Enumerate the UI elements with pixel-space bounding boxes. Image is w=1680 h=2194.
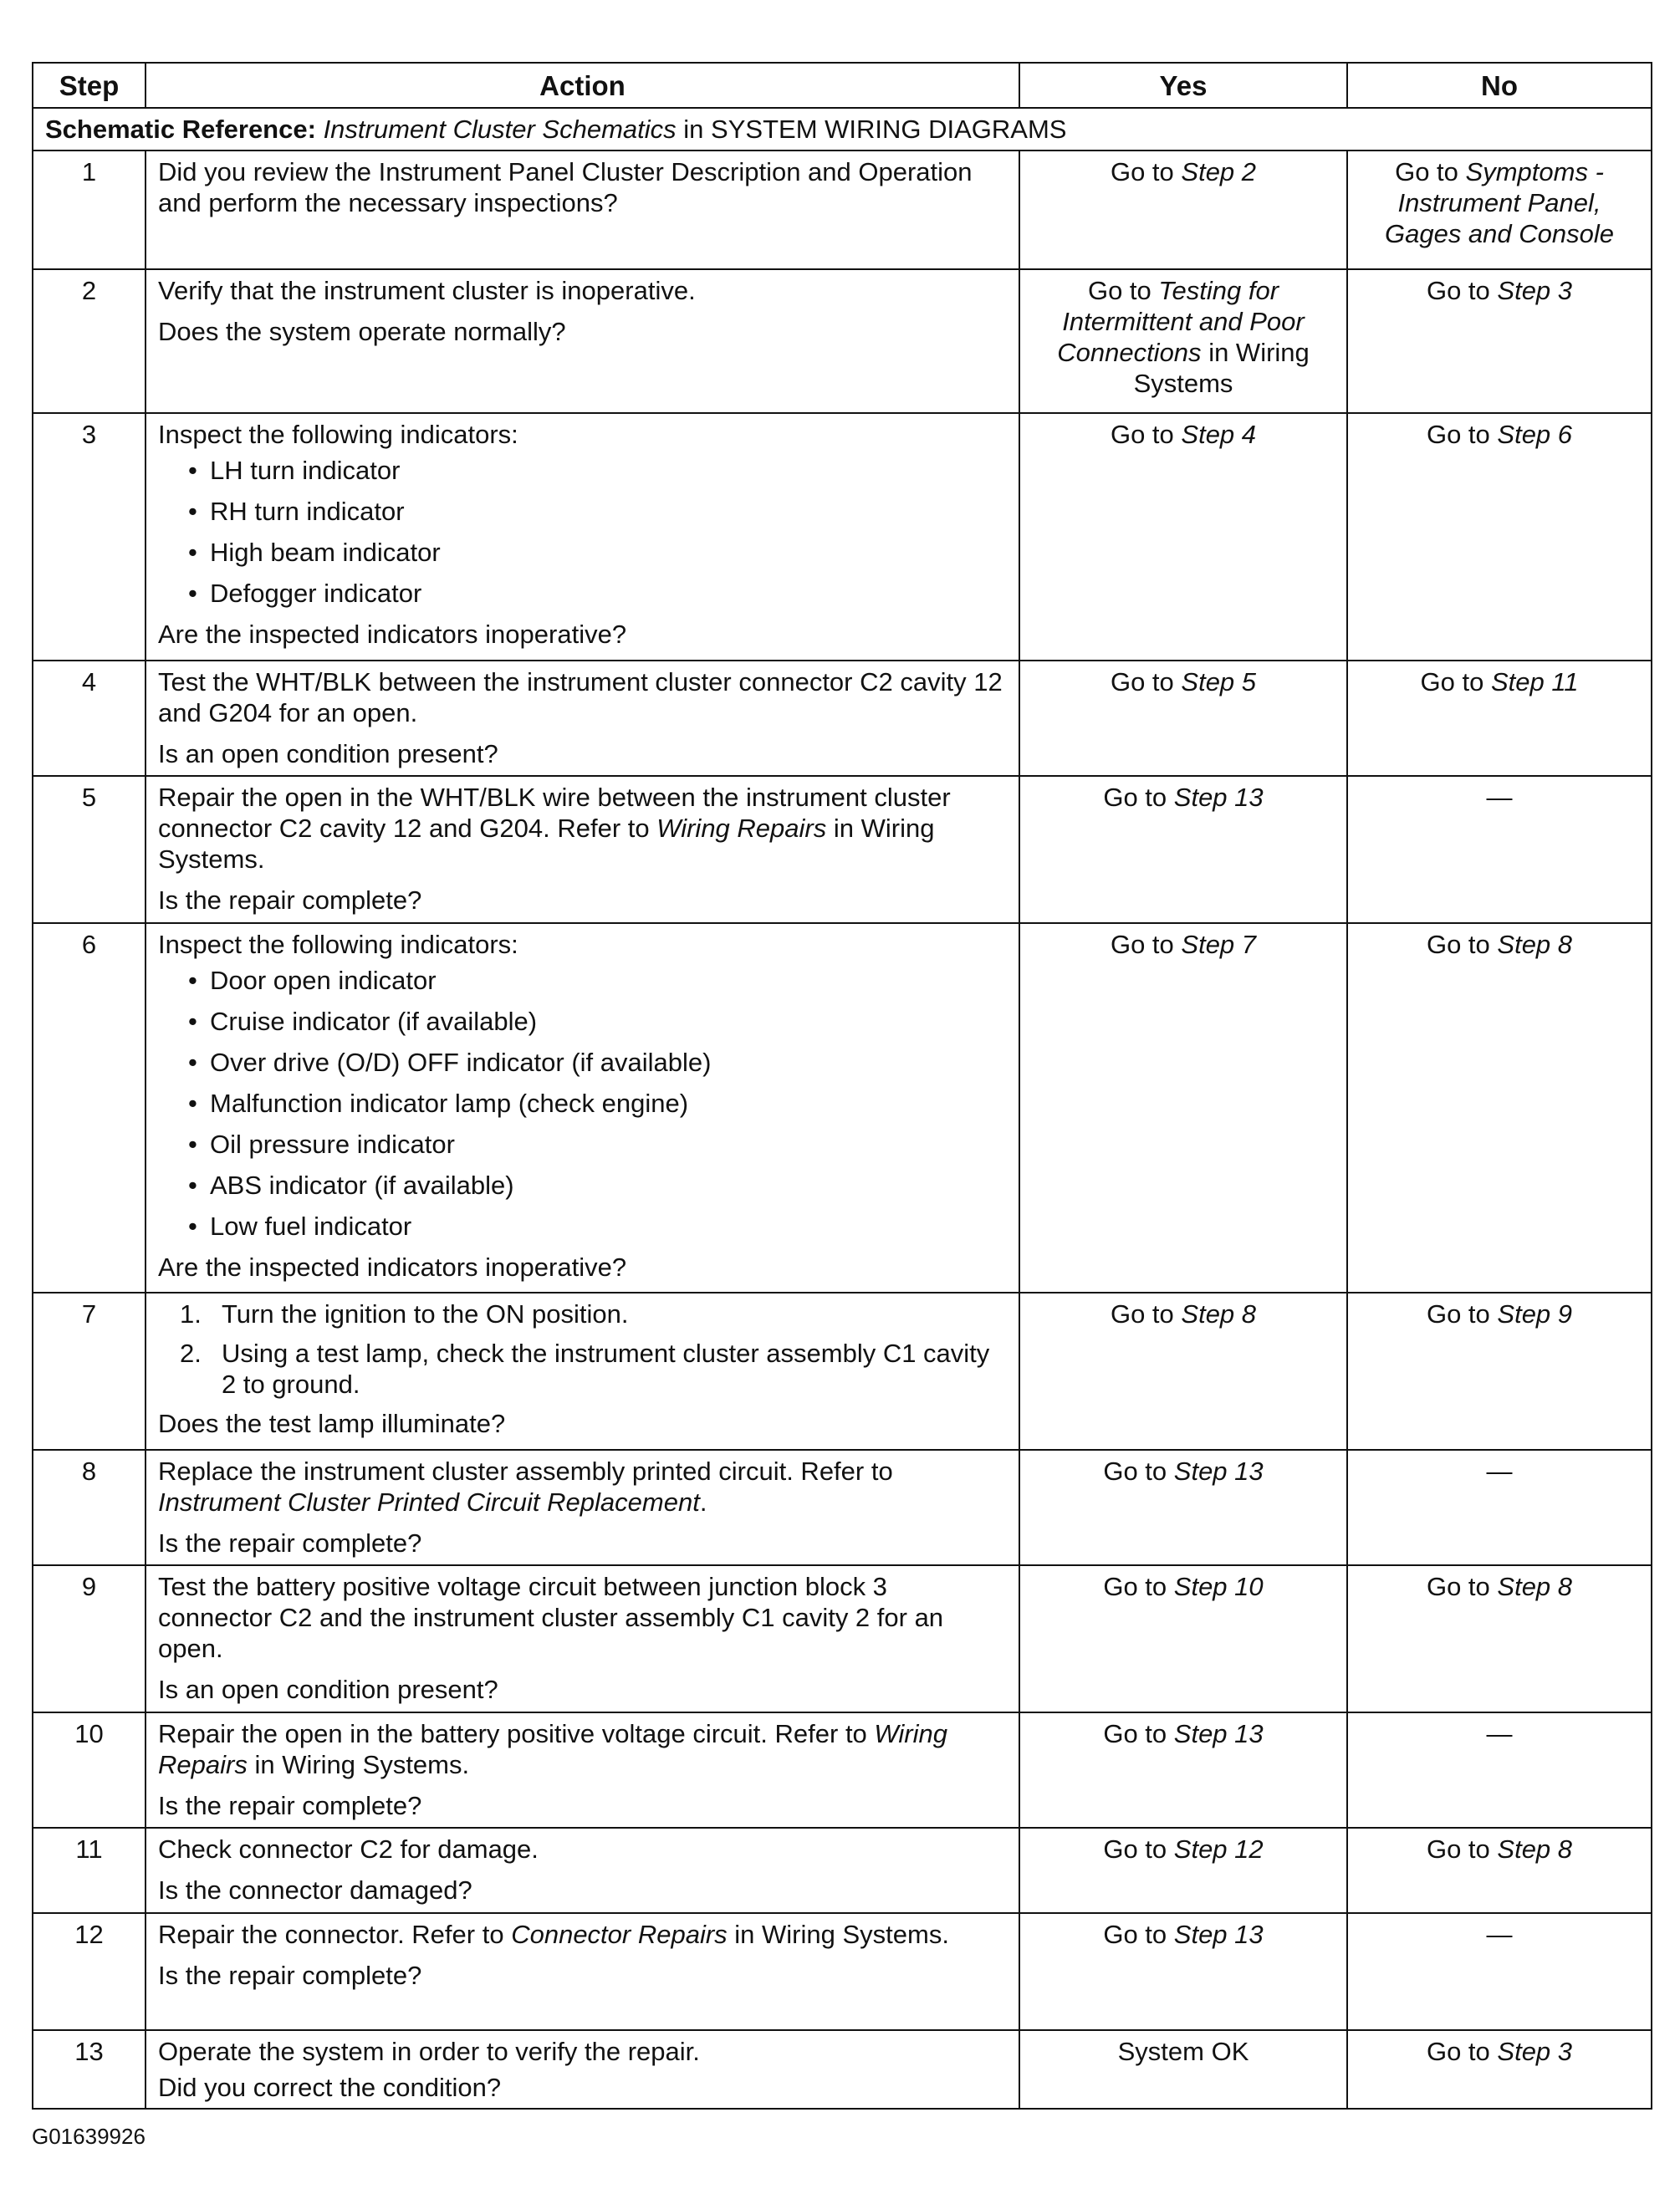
action-text: Test the WHT/BLK between the instrument cluster connector C2 cavity 12 and G204 for an open. — [158, 667, 1003, 727]
action-question: Is the repair complete? — [158, 1961, 422, 1990]
no-cell — [1347, 1565, 1652, 1712]
action-doc-ref: Instrument Cluster Printed Circuit Replacement — [158, 1487, 700, 1517]
yes-cell — [1019, 923, 1347, 1293]
no-step-ref: Step 8 — [1497, 1834, 1573, 1864]
no-step-ref: Step 3 — [1497, 2037, 1573, 2066]
yes-prefix: Go to — [1110, 157, 1174, 186]
no-prefix: Go to — [1395, 157, 1458, 186]
action-text-lead: Repair the connector. Refer to — [158, 1920, 504, 1949]
procedure-number: 2. — [180, 1339, 202, 1368]
action-question: Did you correct the condition? — [158, 2073, 502, 2102]
action-text-lead: Replace the instrument cluster assembly printed circuit. Refer to — [158, 1457, 893, 1486]
schematic-reference-section: SYSTEM WIRING DIAGRAMS — [711, 115, 1067, 144]
procedure-text: Using a test lamp, check the instrument cluster assembly C1 cavity 2 to ground. — [222, 1339, 990, 1399]
action-question: Is the connector damaged? — [158, 1875, 472, 1905]
action-question: Is the repair complete? — [158, 1791, 422, 1820]
step-column-header: Step — [33, 63, 146, 108]
action-text — [158, 1718, 1007, 1780]
action-question: Does the system operate normally? — [158, 317, 566, 346]
no-step-ref: Step 3 — [1497, 276, 1573, 305]
step-number: 9 — [33, 1565, 146, 1712]
action-text: Inspect the following indicators: — [158, 420, 518, 449]
no-cell — [1347, 1450, 1652, 1565]
no-cell — [1347, 2030, 1652, 2109]
no-doc-ref: Symptoms - Instrument Panel, Gages and Console — [1384, 157, 1615, 248]
yes-step-ref: Step 13 — [1173, 783, 1264, 812]
step-number: 13 — [33, 2030, 146, 2109]
table-row — [33, 776, 1652, 923]
action-cell — [146, 1293, 1019, 1450]
table-row — [33, 1828, 1652, 1913]
action-cell — [146, 1712, 1019, 1828]
action-cell — [146, 413, 1019, 661]
table-row — [33, 1913, 1652, 2030]
action-cell — [146, 923, 1019, 1293]
no-cell — [1347, 151, 1652, 269]
diagnostic-table — [32, 62, 1652, 2110]
action-text-lead: Repair the open in the battery positive voltage circuit. Refer to — [158, 1719, 867, 1748]
list-item: • High beam indicator — [188, 537, 1007, 568]
yes-cell — [1019, 776, 1347, 923]
yes-prefix: Go to — [1110, 1299, 1174, 1329]
schematic-reference-row — [33, 108, 1652, 151]
no-cell — [1347, 776, 1652, 923]
yes-cell — [1019, 2030, 1347, 2109]
yes-prefix: Go to — [1087, 276, 1151, 305]
yes-column-header: Yes — [1019, 63, 1347, 108]
no-cell — [1347, 1828, 1652, 1913]
action-question: Are the inspected indicators inoperative? — [158, 1253, 627, 1282]
yes-cell — [1019, 661, 1347, 776]
yes-step-ref: Step 12 — [1173, 1834, 1264, 1864]
yes-cell — [1019, 151, 1347, 269]
yes-cell — [1019, 1712, 1347, 1828]
yes-cell — [1019, 1450, 1347, 1565]
list-item: • Cruise indicator (if available) — [188, 1006, 1007, 1037]
table-row — [33, 413, 1652, 661]
yes-cell — [1019, 413, 1347, 661]
action-text-tail: in Wiring Systems. — [734, 1920, 949, 1949]
step-number: 2 — [33, 269, 146, 413]
table-row — [33, 1712, 1652, 1828]
no-prefix: Go to — [1426, 420, 1490, 449]
procedure-text: Turn the ignition to the ON position. — [222, 1299, 629, 1329]
schematic-reference-label: Schematic Reference: — [45, 115, 316, 144]
yes-cell — [1019, 1565, 1347, 1712]
no-cell — [1347, 1293, 1652, 1450]
no-column-header: No — [1347, 63, 1652, 108]
no-prefix: Go to — [1426, 1572, 1490, 1601]
yes-step-ref: Step 13 — [1173, 1719, 1264, 1748]
table-row — [33, 151, 1652, 269]
yes-step-ref: Step 2 — [1181, 157, 1257, 186]
action-text: Inspect the following indicators: — [158, 930, 518, 959]
step-number: 8 — [33, 1450, 146, 1565]
no-cell — [1347, 923, 1652, 1293]
step-number: 5 — [33, 776, 146, 923]
no-dash: — — [1486, 1457, 1513, 1486]
action-cell — [146, 151, 1019, 269]
yes-step-ref: Step 13 — [1173, 1457, 1264, 1486]
yes-prefix: Go to — [1103, 1457, 1167, 1486]
action-question: Are the inspected indicators inoperative? — [158, 620, 627, 649]
table-row — [33, 1565, 1652, 1712]
no-cell — [1347, 413, 1652, 661]
yes-step-ref: Step 5 — [1181, 667, 1257, 696]
indicator-list — [158, 455, 1007, 609]
step-number: 1 — [33, 151, 146, 269]
step-number: 12 — [33, 1913, 146, 2030]
action-text: Verify that the instrument cluster is inoperative. — [158, 276, 696, 305]
action-doc-ref: Wiring Repairs — [656, 814, 827, 843]
action-column-header: Action — [146, 63, 1019, 108]
action-text: Operate the system in order to verify the repair. — [158, 2037, 700, 2066]
no-prefix: Go to — [1426, 930, 1490, 959]
yes-step-ref: Step 13 — [1173, 1920, 1264, 1949]
yes-cell — [1019, 269, 1347, 413]
list-item: • Oil pressure indicator — [188, 1129, 1007, 1160]
no-cell — [1347, 1712, 1652, 1828]
yes-prefix: Go to — [1103, 1719, 1167, 1748]
table-row — [33, 1293, 1652, 1450]
action-question: Is an open condition present? — [158, 739, 498, 768]
step-number: 3 — [33, 413, 146, 661]
yes-result: System OK — [1117, 2037, 1249, 2066]
step-number: 11 — [33, 1828, 146, 1913]
list-item: • RH turn indicator — [188, 496, 1007, 527]
action-text: Check connector C2 for damage. — [158, 1834, 539, 1864]
table-row — [33, 661, 1652, 776]
list-item: • Door open indicator — [188, 965, 1007, 996]
no-prefix: Go to — [1420, 667, 1484, 696]
no-step-ref: Step 11 — [1490, 667, 1579, 696]
no-step-ref: Step 9 — [1497, 1299, 1573, 1329]
action-text-tail: in Wiring Systems. — [158, 814, 935, 874]
action-question: Is the repair complete? — [158, 885, 422, 915]
action-cell — [146, 269, 1019, 413]
table-row — [33, 1450, 1652, 1565]
action-cell — [146, 1565, 1019, 1712]
no-dash: — — [1486, 783, 1513, 812]
action-text-tail: . — [699, 1487, 707, 1517]
schematic-reference-doc: Instrument Cluster Schematics — [323, 115, 677, 144]
no-cell — [1347, 661, 1652, 776]
list-item: • LH turn indicator — [188, 455, 1007, 486]
action-doc-ref: Wiring Repairs — [158, 1719, 947, 1779]
action-question: Is the repair complete? — [158, 1528, 422, 1558]
action-cell — [146, 776, 1019, 923]
schematic-reference-in: in — [683, 115, 704, 144]
yes-prefix: Go to — [1110, 930, 1174, 959]
action-cell — [146, 661, 1019, 776]
no-dash: — — [1486, 1920, 1513, 1949]
yes-prefix: Go to — [1103, 1572, 1167, 1601]
action-cell — [146, 1913, 1019, 2030]
yes-step-ref: Step 7 — [1181, 930, 1257, 959]
action-text — [158, 782, 1007, 875]
diagnostic-table-container — [32, 62, 1652, 2110]
yes-step-ref: Step 10 — [1173, 1572, 1264, 1601]
figure-code: G01639926 — [32, 2124, 146, 2149]
yes-step-ref: Step 8 — [1181, 1299, 1257, 1329]
yes-prefix: Go to — [1103, 1834, 1167, 1864]
step-number: 7 — [33, 1293, 146, 1450]
action-doc-ref: Connector Repairs — [511, 1920, 728, 1949]
yes-prefix: Go to — [1103, 1920, 1167, 1949]
step-number: 4 — [33, 661, 146, 776]
table-row — [33, 269, 1652, 413]
action-text: Did you review the Instrument Panel Cluster Description and Operation and perform the necessary inspections? — [158, 157, 973, 217]
schematic-reference-cell — [33, 108, 1652, 151]
no-cell — [1347, 269, 1652, 413]
action-cell — [146, 1450, 1019, 1565]
yes-cell — [1019, 1913, 1347, 2030]
list-item — [180, 1299, 1007, 1329]
list-item: • Defogger indicator — [188, 578, 1007, 609]
yes-prefix: Go to — [1110, 667, 1174, 696]
action-text-lead: Repair the open in the WHT/BLK wire between the instrument cluster connector C2 cavity 12 and G204. Refer to — [158, 783, 951, 843]
indicator-list — [158, 965, 1007, 1242]
yes-cell — [1019, 1828, 1347, 1913]
no-step-ref: Step 6 — [1497, 420, 1573, 449]
action-question: Is an open condition present? — [158, 1675, 498, 1704]
action-cell — [146, 2030, 1019, 2109]
no-prefix: Go to — [1426, 276, 1490, 305]
list-item: • Over drive (O/D) OFF indicator (if available) — [188, 1047, 1007, 1078]
step-number: 10 — [33, 1712, 146, 1828]
yes-doc-ref: Testing for Intermittent and Poor Connections — [1057, 276, 1305, 367]
action-text — [158, 1456, 1007, 1518]
yes-cell — [1019, 1293, 1347, 1450]
yes-prefix: Go to — [1110, 420, 1174, 449]
table-header-row — [33, 63, 1652, 108]
no-dash: — — [1486, 1719, 1513, 1748]
action-text-tail: in Wiring Systems. — [254, 1750, 470, 1779]
yes-prefix: Go to — [1103, 783, 1167, 812]
yes-suffix: in Wiring Systems — [1133, 338, 1310, 398]
list-item: • Low fuel indicator — [188, 1211, 1007, 1242]
step-number: 6 — [33, 923, 146, 1293]
no-step-ref: Step 8 — [1497, 930, 1573, 959]
no-cell — [1347, 1913, 1652, 2030]
action-cell — [146, 1828, 1019, 1913]
no-prefix: Go to — [1426, 1834, 1490, 1864]
action-question: Does the test lamp illuminate? — [158, 1409, 506, 1438]
list-item — [180, 1338, 1007, 1400]
action-text: Test the battery positive voltage circuit between junction block 3 connector C2 and the instrument cluster assembly C1 cavity 2 for an open. — [158, 1572, 944, 1663]
list-item: • Malfunction indicator lamp (check engine) — [188, 1088, 1007, 1119]
procedure-list — [158, 1299, 1007, 1400]
no-prefix: Go to — [1426, 2037, 1490, 2066]
no-prefix: Go to — [1426, 1299, 1490, 1329]
no-step-ref: Step 8 — [1497, 1572, 1573, 1601]
procedure-number: 1. — [180, 1299, 202, 1329]
yes-step-ref: Step 4 — [1181, 420, 1257, 449]
action-text — [158, 1919, 1007, 1950]
list-item: • ABS indicator (if available) — [188, 1170, 1007, 1201]
table-row — [33, 923, 1652, 1293]
table-row — [33, 2030, 1652, 2109]
